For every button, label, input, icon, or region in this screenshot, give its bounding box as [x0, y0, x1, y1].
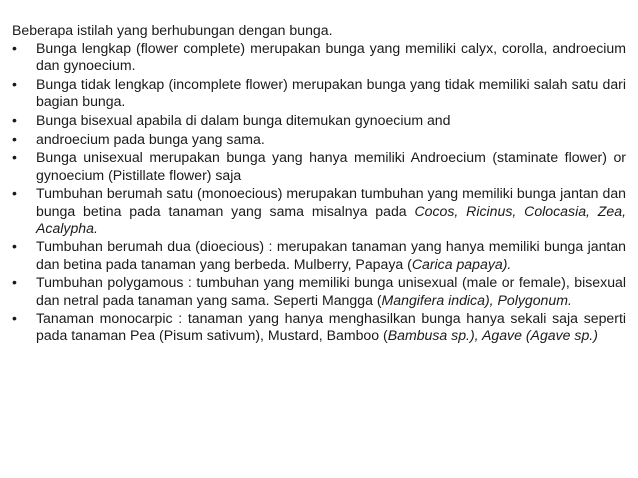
list-item [12, 149, 626, 183]
list-item-text: Tanaman monocarpic : tanaman yang hanya menghasilkan bunga hanya sekali saja seperti pada tanaman Pea (Pisum sativum), Mustard, Bamboo ( [36, 310, 626, 344]
list-item-italic: Bambusa sp.), Agave (Agave sp.) [387, 327, 598, 344]
list-item [12, 238, 626, 272]
list-item-text: androecium pada bunga yang sama. [36, 130, 265, 147]
list-item-italic: Mangifera indica), Polygonum. [381, 291, 572, 308]
list-item-italic: Cocos, Ricinus, Colocasia, Zea, Acalypha. [36, 202, 626, 236]
list-item [12, 112, 626, 129]
list-item [12, 131, 626, 148]
list-item-text: Bunga unisexual merupakan bunga yang hanya memiliki Androecium (staminate flower) or gynoecium (Pistillate flower) saja [36, 149, 626, 183]
list-item [12, 310, 626, 344]
list-item [12, 274, 626, 308]
list-item-text: Tumbuhan berumah dua (dioecious) : merupakan tanaman yang hanya memiliki bunga jantan dan betina pada tanaman yang berbeda. Mulberry, Papaya ( [36, 238, 626, 272]
list-item [12, 40, 626, 74]
bullet-list [12, 40, 626, 344]
list-item-text: Tumbuhan berumah satu (monoecious) merupakan tumbuhan yang memiliki bunga jantan dan bunga betina pada tanaman yang sama misalnya pada [36, 185, 626, 219]
list-item-italic: Carica papaya). [411, 255, 512, 272]
list-item-text: Bunga bisexual apabila di dalam bunga ditemukan gynoecium and [36, 112, 451, 129]
list-item-text: Bunga tidak lengkap (incomplete flower) merupakan bunga yang tidak memiliki salah satu dari bagian bunga. [36, 76, 626, 110]
list-item [12, 185, 626, 237]
intro-text: Beberapa istilah yang berhubungan dengan bunga. [12, 22, 333, 38]
list-item [12, 76, 626, 110]
list-item-text: Tumbuhan polygamous : tumbuhan yang memiliki bunga unisexual (male or female), bisexual dan netral pada tanaman yang sama. Seperti Mangga ( [36, 274, 626, 308]
list-item-text: Bunga lengkap (flower complete) merupakan bunga yang memiliki calyx, corolla, androecium dan gynoecium. [36, 40, 626, 74]
